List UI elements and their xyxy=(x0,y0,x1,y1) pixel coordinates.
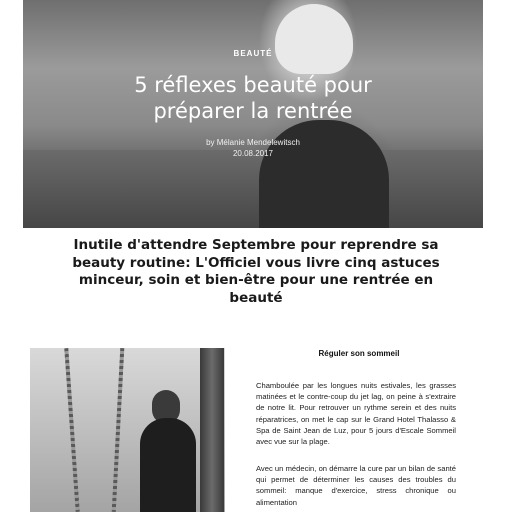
article-title-line-2: préparer la rentrée xyxy=(153,99,353,123)
hero-background-water xyxy=(23,150,483,228)
article-photo xyxy=(30,348,225,512)
article-author[interactable]: by Mélanie Mendelewitsch xyxy=(206,138,300,147)
photo-rope-left xyxy=(64,348,79,512)
hero-swim-cap xyxy=(275,4,353,74)
article-title-line-1: 5 réflexes beauté pour xyxy=(134,73,372,97)
photo-rope-right xyxy=(112,348,125,512)
section-heading: Réguler son sommeil xyxy=(318,349,400,358)
hero-swimmer xyxy=(259,120,389,228)
article-title xyxy=(23,72,483,124)
photo-model-body xyxy=(140,418,196,512)
article-intro: Inutile d'attendre Septembre pour reprendre sa beauty routine: L'Officiel vous livre cinq astuces minceur, soin et bien-être pour une rentrée en beauté xyxy=(72,237,440,306)
category-tag[interactable]: BEAUTÉ xyxy=(233,49,273,58)
hero-banner xyxy=(23,0,483,228)
section-paragraph-1: Chamboulée par les longues nuits estivales, les grasses matinées et le contre-coup du jet lag, on peine à s'extraire de notre lit. Pour retrouver un rythme serein et des nuits réparatrices, on met le cap sur le Grand Hotel Thalasso & Spa de Saint Jean de Luz, pour 5 jours d'Escale Sommeil avec vue sur la plage. xyxy=(256,381,456,447)
article-date: 20.08.2017 xyxy=(232,149,274,158)
photo-pole xyxy=(200,348,224,512)
section-paragraph-2: Avec un médecin, on démarre la cure par un bilan de santé qui permet de déterminer les causes des troubles du sommeil: manque d'exercice, stress chronique ou alimentation xyxy=(256,464,456,507)
